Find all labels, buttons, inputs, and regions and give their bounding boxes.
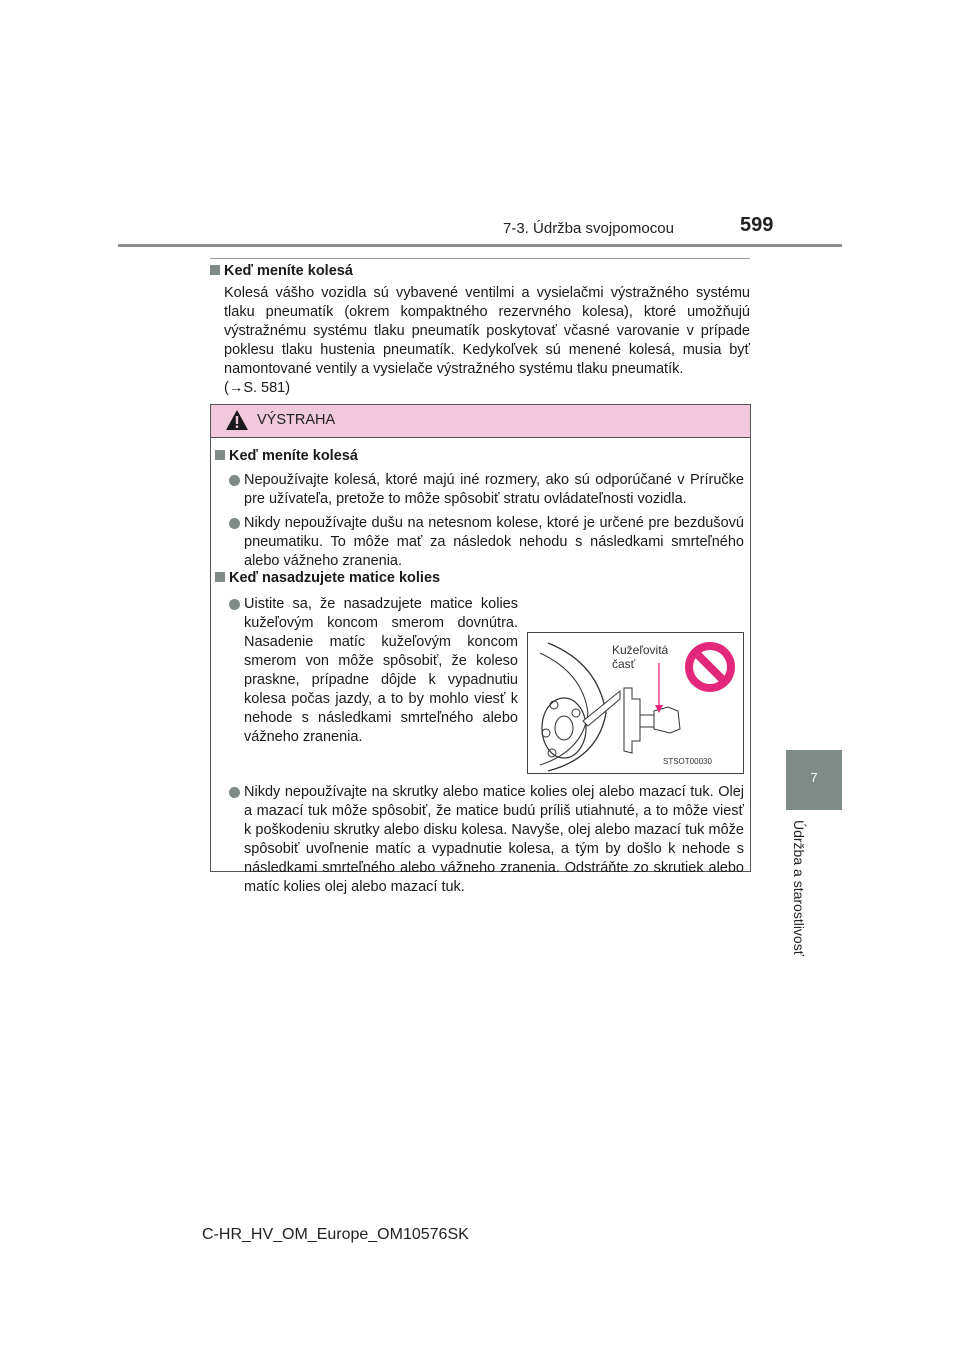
square-bullet-icon — [210, 265, 220, 275]
list-item-text: Nepoužívajte kolesá, ktoré majú iné rozmery, ako sú odporúčané v Príručke pre užívateľa, pretože to môže spôsobiť stratu ovládateľnosti vozidla. — [244, 472, 744, 507]
list-item — [229, 783, 744, 897]
chapter-tab[interactable] — [786, 750, 842, 810]
header-rule — [118, 244, 842, 247]
bullet-dot-icon — [229, 475, 240, 486]
list-item-text: Uistite sa, že nasadzujete matice kolies kužeľovým koncom smerom dovnútra. Nasadenie matíc kužeľovým koncom smerom von môže spôsobiť, že koleso praskne, prípadne dôjde k vypadnutiu kolesa počas jazdy, a to by mohlo viesť k nehode s následkami smrteľného alebo vážneho zranenia. — [244, 596, 518, 745]
wheel-change-heading-text: Keď meníte kolesá — [229, 448, 358, 464]
page-number: 599 — [740, 214, 774, 236]
bullet-dot-icon — [229, 518, 240, 529]
figure-code: STSOT00030 — [663, 757, 712, 766]
list-item-text: Nikdy nepoužívajte dušu na netesnom kolese, ktoré je určené pre bezdušovú pneumatiku. To môže mať za následok nehodu s následkami smrteľného alebo vážneho zranenia. — [244, 515, 744, 569]
content-top-rule — [210, 258, 750, 259]
figure-label-line2: časť — [612, 657, 636, 671]
chapter-side-label-text: Údržba a starostlivosť — [791, 820, 807, 956]
warning-header — [211, 405, 750, 438]
intro-page-reference[interactable]: (→S. 581) — [224, 380, 291, 396]
warning-triangle-icon — [225, 409, 249, 431]
intro-body-text: Kolesá vášho vozidla sú vybavené ventilmi a vysielačmi výstražného systému tlaku pneumatík (okrem kompaktného rezervného kolesa), ktoré umožňujú výstražnému systému tlaku pneumatík poskytovať včasné varovanie v prípade poklesu tlaku hustenia pneumatík. Kedykoľvek sú menené kolesá, musia byť namontované ventily a vysielače výstražného systému tlaku pneumatík. — [224, 285, 750, 377]
chapter-tab-number: 7 — [810, 770, 818, 785]
wheel-change-heading — [215, 448, 358, 464]
section-title: 7-3. Údržba svojpomocou — [503, 220, 674, 237]
list-item — [229, 514, 744, 571]
figure-label — [612, 643, 668, 671]
square-bullet-icon — [215, 572, 225, 582]
lug-nut-heading — [215, 570, 440, 586]
bullet-dot-icon — [229, 599, 240, 610]
intro-body — [224, 284, 750, 398]
lug-nut-figure — [527, 632, 744, 774]
list-item — [229, 595, 518, 747]
footer-doc-id: C-HR_HV_OM_Europe_OM10576SK — [202, 1226, 469, 1243]
chapter-side-label — [793, 820, 807, 1040]
intro-section — [210, 262, 750, 398]
intro-heading: Keď meníte kolesá — [224, 263, 353, 279]
warning-box — [210, 404, 751, 895]
list-item-text: Nikdy nepoužívajte na skrutky alebo matice kolies olej alebo mazací tuk. Olej a mazací tuk môže spôsobiť, že matice budú príliš utiahnuté, a to môže viesť k poškodeniu skrutky alebo disku kolesa. Navyše, olej alebo mazací tuk môže spôsobiť uvoľnenie matíc a vypadnutie kolesa, a tým by došlo k nehode s následkami smrteľného alebo vážneho zranenia. Odstráňte zo skrutiek alebo matíc kolies olej alebo mazací tuk. — [244, 784, 744, 895]
warning-title: VÝSTRAHA — [257, 412, 336, 428]
square-bullet-icon — [215, 450, 225, 460]
lug-nut-heading-text: Keď nasadzujete matice kolies — [229, 570, 441, 586]
bullet-dot-icon — [229, 787, 240, 798]
list-item — [229, 471, 744, 509]
figure-label-line1: Kužeľovitá — [612, 643, 669, 657]
